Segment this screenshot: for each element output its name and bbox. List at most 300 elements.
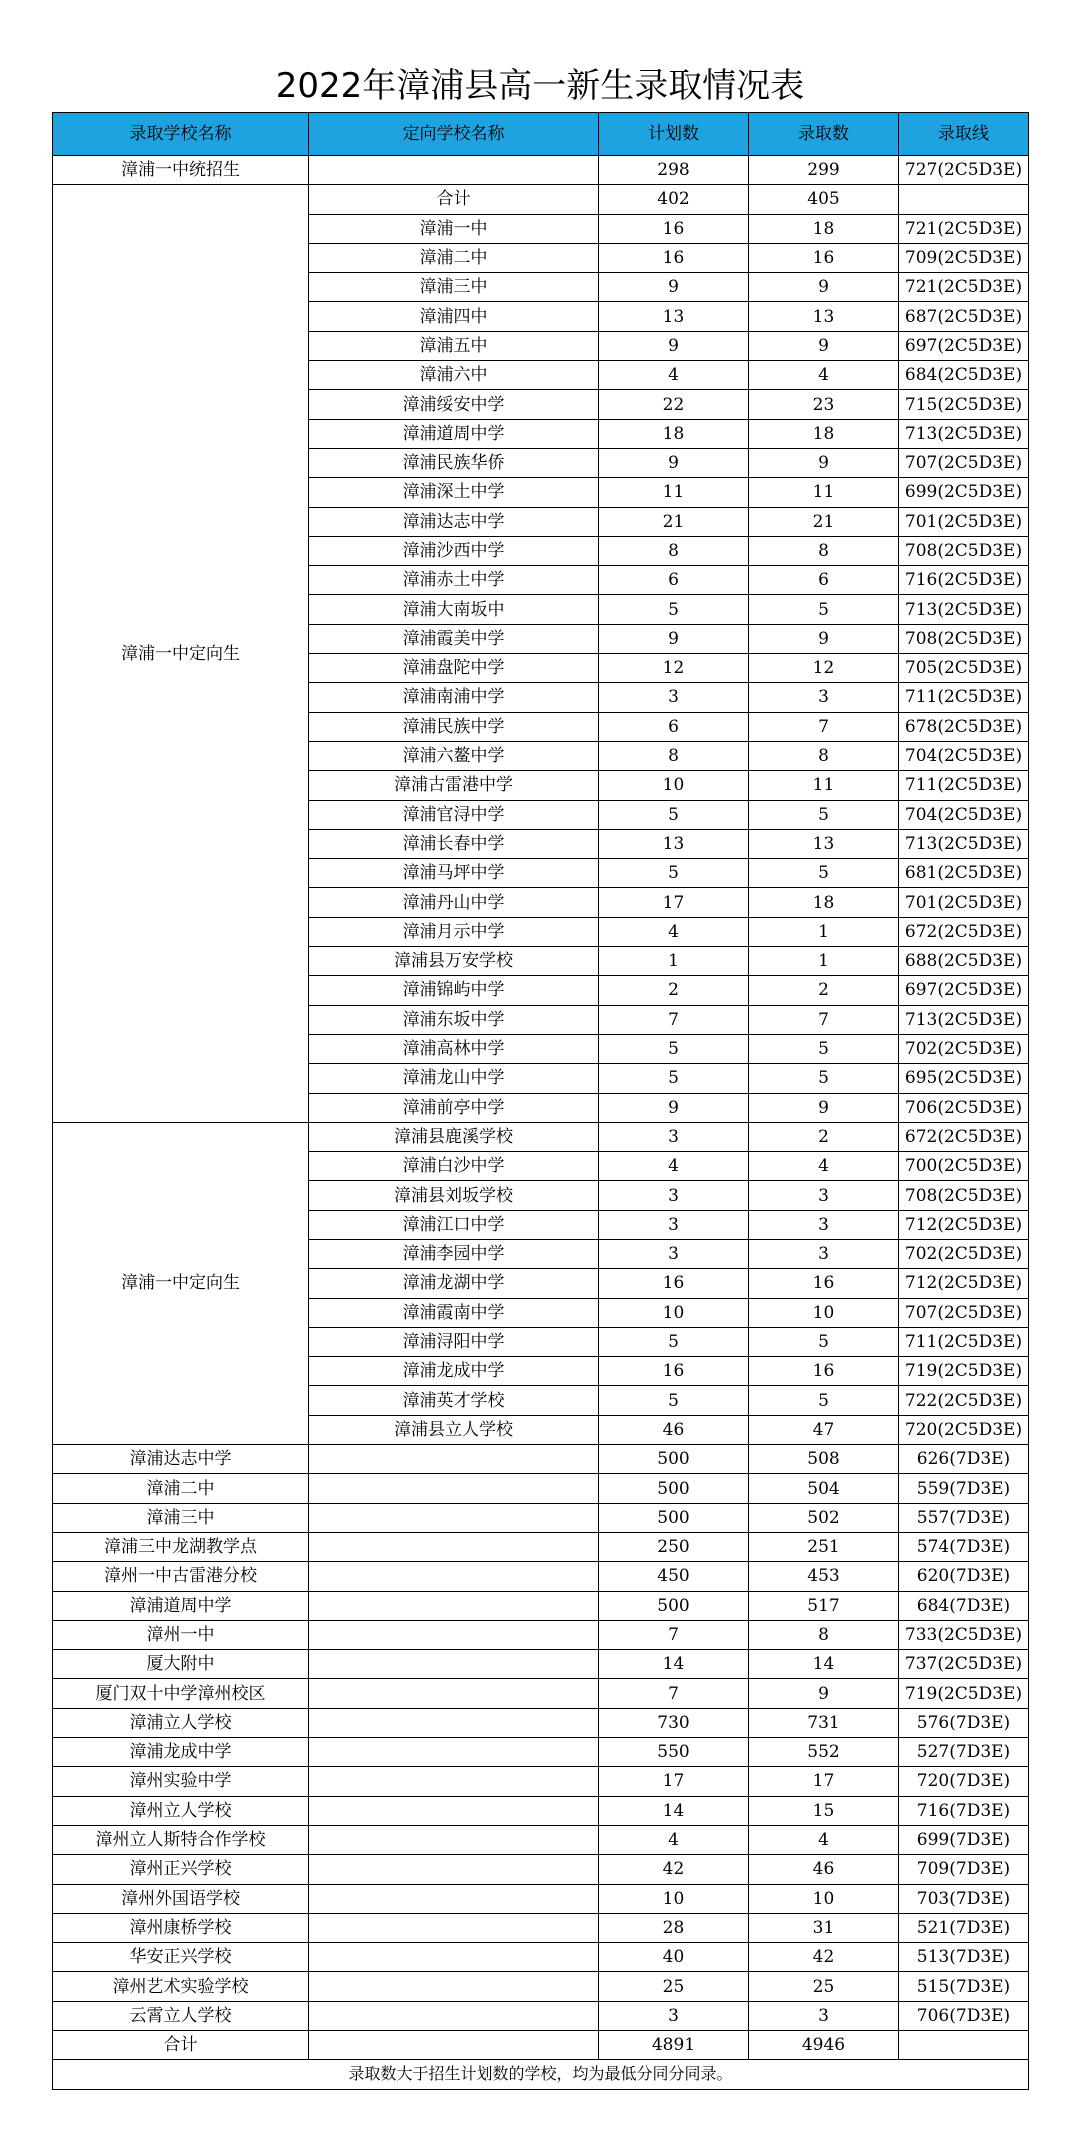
page-title: 2022年漳浦县高一新生录取情况表 bbox=[275, 66, 805, 106]
table-cell: 5 bbox=[599, 859, 749, 888]
table-cell: 453 bbox=[749, 1562, 899, 1591]
table-cell: 6 bbox=[599, 712, 749, 741]
table-cell: 721(2C5D3E) bbox=[899, 214, 1029, 243]
table-cell: 702(2C5D3E) bbox=[899, 1239, 1029, 1268]
table-cell: 3 bbox=[749, 1181, 899, 1210]
table-cell: 漳浦龙山中学 bbox=[309, 1064, 599, 1093]
table-cell: 705(2C5D3E) bbox=[899, 654, 1029, 683]
table-cell: 697(2C5D3E) bbox=[899, 976, 1029, 1005]
table-cell: 漳浦龙成中学 bbox=[53, 1738, 309, 1767]
table-cell: 1 bbox=[599, 947, 749, 976]
table-cell: 10 bbox=[749, 1884, 899, 1913]
table-cell: 701(2C5D3E) bbox=[899, 507, 1029, 536]
table-cell: 722(2C5D3E) bbox=[899, 1386, 1029, 1415]
table-cell: 703(7D3E) bbox=[899, 1884, 1029, 1913]
table-cell: 25 bbox=[749, 1972, 899, 2001]
table-cell: 711(2C5D3E) bbox=[899, 1327, 1029, 1356]
table-cell: 8 bbox=[749, 1620, 899, 1649]
table-cell: 7 bbox=[749, 1005, 899, 1034]
table-cell: 14 bbox=[749, 1650, 899, 1679]
table-cell: 5 bbox=[749, 1386, 899, 1415]
table-cell: 16 bbox=[599, 1357, 749, 1386]
table-cell: 7 bbox=[749, 712, 899, 741]
table-cell: 漳浦丹山中学 bbox=[309, 888, 599, 917]
table-cell: 574(7D3E) bbox=[899, 1532, 1029, 1561]
table-cell bbox=[309, 1767, 599, 1796]
table-cell: 10 bbox=[599, 1298, 749, 1327]
table-cell: 3 bbox=[749, 2001, 899, 2030]
table-cell: 711(2C5D3E) bbox=[899, 683, 1029, 712]
table-cell: 漳浦古雷港中学 bbox=[309, 771, 599, 800]
table-cell: 10 bbox=[749, 1298, 899, 1327]
table-cell: 713(2C5D3E) bbox=[899, 829, 1029, 858]
table-cell: 704(2C5D3E) bbox=[899, 800, 1029, 829]
table-cell: 16 bbox=[749, 1357, 899, 1386]
table-row bbox=[53, 1620, 1029, 1649]
table-cell: 漳浦六中 bbox=[309, 361, 599, 390]
table-cell: 708(2C5D3E) bbox=[899, 536, 1029, 565]
table-cell: 42 bbox=[599, 1855, 749, 1884]
table-cell: 712(2C5D3E) bbox=[899, 1210, 1029, 1239]
table-cell: 719(2C5D3E) bbox=[899, 1679, 1029, 1708]
table-cell: 576(7D3E) bbox=[899, 1708, 1029, 1737]
table-cell: 5 bbox=[749, 800, 899, 829]
table-cell: 9 bbox=[749, 1679, 899, 1708]
table-cell: 15 bbox=[749, 1796, 899, 1825]
table-cell: 1 bbox=[749, 947, 899, 976]
table-cell: 715(2C5D3E) bbox=[899, 390, 1029, 419]
table-cell: 684(2C5D3E) bbox=[899, 361, 1029, 390]
table-cell: 46 bbox=[599, 1415, 749, 1444]
table-cell: 402 bbox=[599, 185, 749, 214]
table-row bbox=[53, 1503, 1029, 1532]
table-cell: 687(2C5D3E) bbox=[899, 302, 1029, 331]
table-cell: 漳州一中古雷港分校 bbox=[53, 1562, 309, 1591]
table-cell: 251 bbox=[749, 1532, 899, 1561]
table-row bbox=[53, 1913, 1029, 1942]
table-cell: 漳浦高林中学 bbox=[309, 1034, 599, 1063]
table-cell: 漳浦南浦中学 bbox=[309, 683, 599, 712]
table-row bbox=[53, 1708, 1029, 1737]
table-cell: 731 bbox=[749, 1708, 899, 1737]
table-cell: 702(2C5D3E) bbox=[899, 1034, 1029, 1063]
table-cell bbox=[899, 185, 1029, 214]
table-cell: 681(2C5D3E) bbox=[899, 859, 1029, 888]
table-cell: 502 bbox=[749, 1503, 899, 1532]
table-cell: 厦大附中 bbox=[53, 1650, 309, 1679]
table-cell: 11 bbox=[749, 478, 899, 507]
table-cell bbox=[309, 1825, 599, 1854]
table-cell: 515(7D3E) bbox=[899, 1972, 1029, 2001]
table-cell: 漳浦三中 bbox=[53, 1503, 309, 1532]
table-cell: 厦门双十中学漳州校区 bbox=[53, 1679, 309, 1708]
table-cell: 漳浦江口中学 bbox=[309, 1210, 599, 1239]
table-row bbox=[53, 1591, 1029, 1620]
table-cell: 5 bbox=[749, 1064, 899, 1093]
table-cell: 漳浦道周中学 bbox=[309, 419, 599, 448]
table-cell: 708(2C5D3E) bbox=[899, 624, 1029, 653]
table-cell: 2 bbox=[749, 1122, 899, 1151]
table-cell: 3 bbox=[599, 1122, 749, 1151]
table-row bbox=[53, 1972, 1029, 2001]
table-row bbox=[53, 185, 1029, 214]
table-cell: 508 bbox=[749, 1445, 899, 1474]
table-cell: 704(2C5D3E) bbox=[899, 741, 1029, 770]
table-cell: 559(7D3E) bbox=[899, 1474, 1029, 1503]
table-cell: 18 bbox=[749, 419, 899, 448]
table-cell: 699(7D3E) bbox=[899, 1825, 1029, 1854]
table-cell: 漳浦达志中学 bbox=[53, 1445, 309, 1474]
table-cell: 11 bbox=[749, 771, 899, 800]
table-cell: 9 bbox=[749, 448, 899, 477]
table-cell: 672(2C5D3E) bbox=[899, 1122, 1029, 1151]
table-cell: 4 bbox=[599, 917, 749, 946]
table-cell bbox=[309, 1884, 599, 1913]
table-cell: 漳浦盘陀中学 bbox=[309, 654, 599, 683]
table-cell: 513(7D3E) bbox=[899, 1943, 1029, 1972]
table-cell: 4 bbox=[599, 1825, 749, 1854]
table-cell: 漳浦二中 bbox=[53, 1474, 309, 1503]
table-cell: 漳州艺术实验学校 bbox=[53, 1972, 309, 2001]
table-cell: 漳浦官浔中学 bbox=[309, 800, 599, 829]
table-cell: 5 bbox=[599, 1034, 749, 1063]
table-row bbox=[53, 1532, 1029, 1561]
table-header-row bbox=[53, 113, 1029, 156]
table-cell: 9 bbox=[749, 273, 899, 302]
table-cell: 4891 bbox=[599, 2031, 749, 2060]
table-cell: 701(2C5D3E) bbox=[899, 888, 1029, 917]
table-cell bbox=[309, 1913, 599, 1942]
table-cell: 16 bbox=[749, 243, 899, 272]
table-cell: 5 bbox=[599, 595, 749, 624]
table-cell: 712(2C5D3E) bbox=[899, 1269, 1029, 1298]
table-cell: 18 bbox=[749, 888, 899, 917]
table-cell: 云霄立人学校 bbox=[53, 2001, 309, 2030]
table-cell: 14 bbox=[599, 1650, 749, 1679]
table-cell: 42 bbox=[749, 1943, 899, 1972]
table-cell: 漳州立人斯特合作学校 bbox=[53, 1825, 309, 1854]
table-row bbox=[53, 1562, 1029, 1591]
table-cell: 6 bbox=[599, 566, 749, 595]
table-cell: 漳浦龙成中学 bbox=[309, 1357, 599, 1386]
table-cell: 678(2C5D3E) bbox=[899, 712, 1029, 741]
table-cell: 4 bbox=[599, 361, 749, 390]
table-row bbox=[53, 1884, 1029, 1913]
header-cell: 录取线 bbox=[899, 113, 1029, 156]
table-cell: 25 bbox=[599, 1972, 749, 2001]
table-cell: 720(2C5D3E) bbox=[899, 1415, 1029, 1444]
table-cell bbox=[899, 2031, 1029, 2060]
table-cell: 16 bbox=[599, 214, 749, 243]
table-cell: 漳浦五中 bbox=[309, 331, 599, 360]
table-row bbox=[53, 1825, 1029, 1854]
table-cell bbox=[309, 1796, 599, 1825]
table-cell: 21 bbox=[749, 507, 899, 536]
table-cell: 672(2C5D3E) bbox=[899, 917, 1029, 946]
table-cell: 18 bbox=[749, 214, 899, 243]
table-cell: 华安正兴学校 bbox=[53, 1943, 309, 1972]
table-cell: 9 bbox=[599, 448, 749, 477]
table-cell: 漳浦月示中学 bbox=[309, 917, 599, 946]
table-cell bbox=[309, 1532, 599, 1561]
table-cell: 漳浦绥安中学 bbox=[309, 390, 599, 419]
table-cell: 漳州正兴学校 bbox=[53, 1855, 309, 1884]
table-cell: 500 bbox=[599, 1591, 749, 1620]
table-cell: 8 bbox=[599, 536, 749, 565]
table-cell: 3 bbox=[599, 683, 749, 712]
table-row bbox=[53, 1855, 1029, 1884]
table-cell: 漳浦三中 bbox=[309, 273, 599, 302]
table-cell: 11 bbox=[599, 478, 749, 507]
table-cell: 漳浦英才学校 bbox=[309, 1386, 599, 1415]
table-cell: 22 bbox=[599, 390, 749, 419]
table-cell: 合计 bbox=[309, 185, 599, 214]
table-cell bbox=[309, 1855, 599, 1884]
table-cell: 漳浦李园中学 bbox=[309, 1239, 599, 1268]
table-cell: 17 bbox=[599, 888, 749, 917]
table-cell: 4946 bbox=[749, 2031, 899, 2060]
table-row bbox=[53, 156, 1029, 185]
table-cell: 漳浦县鹿溪学校 bbox=[309, 1122, 599, 1151]
table-cell bbox=[309, 2001, 599, 2030]
table-cell: 7 bbox=[599, 1679, 749, 1708]
table-cell: 695(2C5D3E) bbox=[899, 1064, 1029, 1093]
table-cell: 16 bbox=[599, 1269, 749, 1298]
table-cell: 3 bbox=[599, 1181, 749, 1210]
table-cell: 8 bbox=[599, 741, 749, 770]
table-cell bbox=[309, 1562, 599, 1591]
table-cell: 5 bbox=[749, 859, 899, 888]
table-cell: 漳浦前亭中学 bbox=[309, 1093, 599, 1122]
table-cell: 527(7D3E) bbox=[899, 1738, 1029, 1767]
table-cell: 漳浦县刘坂学校 bbox=[309, 1181, 599, 1210]
table-cell: 31 bbox=[749, 1913, 899, 1942]
group-name-cell: 漳浦一中定向生 bbox=[53, 185, 309, 1123]
table-cell bbox=[309, 1738, 599, 1767]
table-cell: 713(2C5D3E) bbox=[899, 595, 1029, 624]
table-cell: 漳浦马坪中学 bbox=[309, 859, 599, 888]
table-cell: 漳浦一中 bbox=[309, 214, 599, 243]
table-cell: 721(2C5D3E) bbox=[899, 273, 1029, 302]
table-cell: 漳浦浔阳中学 bbox=[309, 1327, 599, 1356]
table-cell: 漳浦东坂中学 bbox=[309, 1005, 599, 1034]
group-name-cell: 漳浦一中定向生 bbox=[53, 1122, 309, 1444]
table-cell: 727(2C5D3E) bbox=[899, 156, 1029, 185]
table-cell: 707(2C5D3E) bbox=[899, 448, 1029, 477]
table-cell: 9 bbox=[599, 331, 749, 360]
table-cell: 5 bbox=[749, 1034, 899, 1063]
table-cell: 46 bbox=[749, 1855, 899, 1884]
table-cell: 2 bbox=[599, 976, 749, 1005]
table-cell: 708(2C5D3E) bbox=[899, 1181, 1029, 1210]
table-cell: 漳浦立人学校 bbox=[53, 1708, 309, 1737]
table-cell: 684(7D3E) bbox=[899, 1591, 1029, 1620]
table-cell: 450 bbox=[599, 1562, 749, 1591]
table-cell: 漳浦一中统招生 bbox=[53, 156, 309, 185]
table-cell: 716(7D3E) bbox=[899, 1796, 1029, 1825]
table-cell: 7 bbox=[599, 1005, 749, 1034]
table-cell: 漳州立人学校 bbox=[53, 1796, 309, 1825]
table-cell: 漳浦达志中学 bbox=[309, 507, 599, 536]
table-cell: 4 bbox=[749, 1825, 899, 1854]
table-cell: 733(2C5D3E) bbox=[899, 1620, 1029, 1649]
table-cell: 699(2C5D3E) bbox=[899, 478, 1029, 507]
table-cell: 5 bbox=[599, 1386, 749, 1415]
table-cell: 13 bbox=[599, 829, 749, 858]
table-cell bbox=[309, 2031, 599, 2060]
table-cell: 709(2C5D3E) bbox=[899, 243, 1029, 272]
header-cell: 录取学校名称 bbox=[53, 113, 309, 156]
table-cell: 713(2C5D3E) bbox=[899, 1005, 1029, 1034]
table-cell: 9 bbox=[599, 1093, 749, 1122]
table-cell: 5 bbox=[599, 800, 749, 829]
table-cell: 漳浦县万安学校 bbox=[309, 947, 599, 976]
table-cell: 12 bbox=[599, 654, 749, 683]
table-cell: 漳州实验中学 bbox=[53, 1767, 309, 1796]
table-cell: 3 bbox=[749, 1239, 899, 1268]
table-cell: 漳浦二中 bbox=[309, 243, 599, 272]
table-cell bbox=[309, 1474, 599, 1503]
table-cell bbox=[309, 1650, 599, 1679]
table-cell: 3 bbox=[599, 2001, 749, 2030]
table-cell: 500 bbox=[599, 1474, 749, 1503]
table-cell: 504 bbox=[749, 1474, 899, 1503]
table-cell: 17 bbox=[599, 1767, 749, 1796]
table-cell: 8 bbox=[749, 536, 899, 565]
table-row bbox=[53, 1474, 1029, 1503]
table-cell: 漳浦深土中学 bbox=[309, 478, 599, 507]
table-cell: 47 bbox=[749, 1415, 899, 1444]
table-cell: 合计 bbox=[53, 2031, 309, 2060]
table-cell: 2 bbox=[749, 976, 899, 1005]
table-cell: 552 bbox=[749, 1738, 899, 1767]
table-cell: 550 bbox=[599, 1738, 749, 1767]
table-cell: 漳浦道周中学 bbox=[53, 1591, 309, 1620]
table-cell: 500 bbox=[599, 1445, 749, 1474]
table-cell: 688(2C5D3E) bbox=[899, 947, 1029, 976]
table-cell: 漳浦霞南中学 bbox=[309, 1298, 599, 1327]
table-cell: 漳浦民族中学 bbox=[309, 712, 599, 741]
table-cell: 漳浦沙西中学 bbox=[309, 536, 599, 565]
table-row bbox=[53, 1679, 1029, 1708]
table-cell: 8 bbox=[749, 741, 899, 770]
table-cell: 10 bbox=[599, 771, 749, 800]
table-row bbox=[53, 1738, 1029, 1767]
table-cell: 漳浦民族华侨 bbox=[309, 448, 599, 477]
table-cell: 16 bbox=[749, 1269, 899, 1298]
table-cell: 3 bbox=[749, 1210, 899, 1239]
header-cell: 录取数 bbox=[749, 113, 899, 156]
table-cell: 5 bbox=[749, 1327, 899, 1356]
table-cell: 3 bbox=[599, 1239, 749, 1268]
table-cell: 9 bbox=[599, 624, 749, 653]
table-cell bbox=[309, 1445, 599, 1474]
table-cell: 716(2C5D3E) bbox=[899, 566, 1029, 595]
table-cell: 漳浦赤土中学 bbox=[309, 566, 599, 595]
table-cell: 1 bbox=[749, 917, 899, 946]
table-cell: 517 bbox=[749, 1591, 899, 1620]
table-cell: 700(2C5D3E) bbox=[899, 1152, 1029, 1181]
table-row bbox=[53, 2060, 1029, 2089]
table-cell: 405 bbox=[749, 185, 899, 214]
table-row bbox=[53, 1943, 1029, 1972]
table-cell: 298 bbox=[599, 156, 749, 185]
table-cell: 500 bbox=[599, 1503, 749, 1532]
table-cell bbox=[309, 1503, 599, 1532]
table-cell: 40 bbox=[599, 1943, 749, 1972]
table-cell: 14 bbox=[599, 1796, 749, 1825]
table-cell: 3 bbox=[599, 1210, 749, 1239]
table-cell: 5 bbox=[599, 1327, 749, 1356]
table-cell: 711(2C5D3E) bbox=[899, 771, 1029, 800]
table-cell: 626(7D3E) bbox=[899, 1445, 1029, 1474]
table-row bbox=[53, 2001, 1029, 2030]
table-row bbox=[53, 1767, 1029, 1796]
table-cell: 漳州外国语学校 bbox=[53, 1884, 309, 1913]
table-cell: 6 bbox=[749, 566, 899, 595]
table-cell: 5 bbox=[749, 595, 899, 624]
table-cell: 3 bbox=[749, 683, 899, 712]
table-cell: 4 bbox=[599, 1152, 749, 1181]
table-row bbox=[53, 2031, 1029, 2060]
footnote: 录取数大于招生计划数的学校，均为最低分同分同录。 bbox=[53, 2060, 1029, 2089]
table-cell: 250 bbox=[599, 1532, 749, 1561]
admission-table bbox=[52, 112, 1029, 2090]
table-cell: 707(2C5D3E) bbox=[899, 1298, 1029, 1327]
table-cell: 713(2C5D3E) bbox=[899, 419, 1029, 448]
table-cell: 漳浦六鳌中学 bbox=[309, 741, 599, 770]
table-cell: 漳浦龙湖中学 bbox=[309, 1269, 599, 1298]
table-cell: 13 bbox=[749, 829, 899, 858]
table-cell: 23 bbox=[749, 390, 899, 419]
table-cell: 709(7D3E) bbox=[899, 1855, 1029, 1884]
table-cell: 720(7D3E) bbox=[899, 1767, 1029, 1796]
table-cell: 13 bbox=[749, 302, 899, 331]
table-cell: 18 bbox=[599, 419, 749, 448]
table-cell: 漳州一中 bbox=[53, 1620, 309, 1649]
table-cell: 620(7D3E) bbox=[899, 1562, 1029, 1591]
table-cell: 697(2C5D3E) bbox=[899, 331, 1029, 360]
table-cell: 漳浦锦屿中学 bbox=[309, 976, 599, 1005]
table-cell: 漳浦白沙中学 bbox=[309, 1152, 599, 1181]
table-row bbox=[53, 1122, 1029, 1151]
table-cell: 9 bbox=[599, 273, 749, 302]
table-cell: 9 bbox=[749, 1093, 899, 1122]
header-cell: 定向学校名称 bbox=[309, 113, 599, 156]
table-cell: 漳浦三中龙湖教学点 bbox=[53, 1532, 309, 1561]
table-cell bbox=[309, 1943, 599, 1972]
table-cell: 漳浦县立人学校 bbox=[309, 1415, 599, 1444]
table-cell: 706(2C5D3E) bbox=[899, 1093, 1029, 1122]
table-cell: 17 bbox=[749, 1767, 899, 1796]
header-cell: 计划数 bbox=[599, 113, 749, 156]
table-cell: 521(7D3E) bbox=[899, 1913, 1029, 1942]
table-cell: 28 bbox=[599, 1913, 749, 1942]
table-cell: 737(2C5D3E) bbox=[899, 1650, 1029, 1679]
table-cell: 5 bbox=[599, 1064, 749, 1093]
table-cell: 漳州康桥学校 bbox=[53, 1913, 309, 1942]
table-cell bbox=[309, 156, 599, 185]
table-cell bbox=[309, 1708, 599, 1737]
table-cell: 7 bbox=[599, 1620, 749, 1649]
table-cell: 16 bbox=[599, 243, 749, 272]
table-cell: 10 bbox=[599, 1884, 749, 1913]
table-cell bbox=[309, 1679, 599, 1708]
table-row bbox=[53, 1650, 1029, 1679]
table-row bbox=[53, 1445, 1029, 1474]
table-cell bbox=[309, 1972, 599, 2001]
table-cell: 4 bbox=[749, 361, 899, 390]
